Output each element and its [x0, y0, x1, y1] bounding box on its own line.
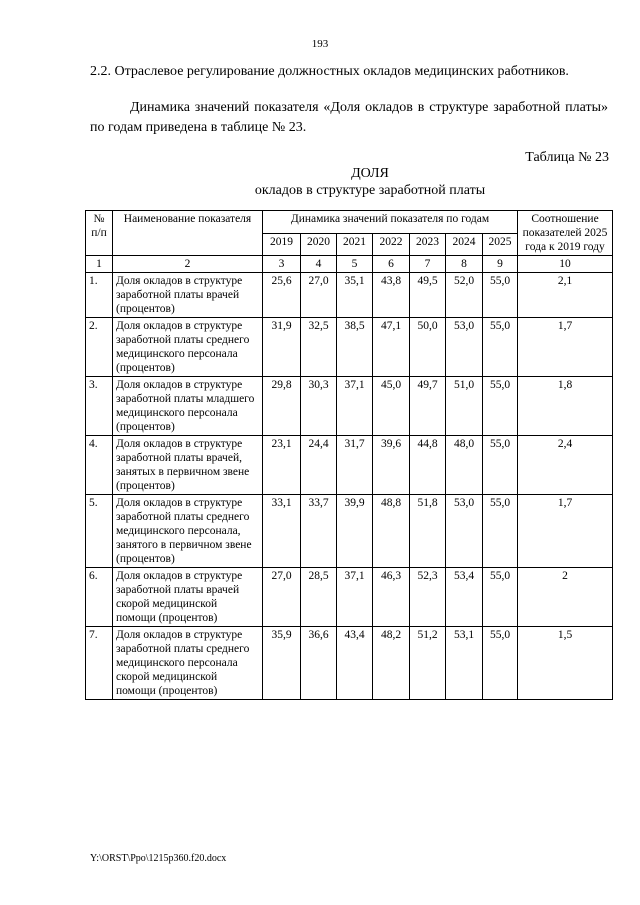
- footer-file-path: Y:\ORST\Ppo\1215p360.f20.docx: [90, 853, 227, 864]
- row-ratio: 1,7: [518, 318, 613, 377]
- table-header-row: [86, 211, 613, 234]
- row-num: 2.: [86, 318, 113, 377]
- row-value: 51,8: [410, 495, 446, 568]
- row-value: 55,0: [483, 627, 518, 700]
- row-name: Доля окладов в структуре заработной платы врачей (процентов): [113, 273, 263, 318]
- table-row: [86, 495, 613, 568]
- row-value: 38,5: [337, 318, 373, 377]
- row-value: 28,5: [301, 568, 337, 627]
- row-value: 37,1: [337, 568, 373, 627]
- row-value: 53,0: [446, 318, 483, 377]
- row-value: 30,3: [301, 377, 337, 436]
- header-year: 2025: [483, 233, 518, 256]
- row-value: 52,3: [410, 568, 446, 627]
- header-name: Наименование показателя: [113, 211, 263, 256]
- row-num: 7.: [86, 627, 113, 700]
- header-year: 2023: [410, 233, 446, 256]
- row-value: 35,9: [263, 627, 301, 700]
- row-value: 53,0: [446, 495, 483, 568]
- row-name: Доля окладов в структуре заработной платы среднего медицинского персонала (процентов): [113, 318, 263, 377]
- row-value: 46,3: [373, 568, 410, 627]
- row-value: 55,0: [483, 273, 518, 318]
- row-value: 55,0: [483, 568, 518, 627]
- col-number: 8: [446, 256, 483, 273]
- row-value: 27,0: [301, 273, 337, 318]
- col-number: 5: [337, 256, 373, 273]
- row-value: 33,1: [263, 495, 301, 568]
- header-dynamics: Динамика значений показателя по годам: [263, 211, 518, 234]
- header-year: 2019: [263, 233, 301, 256]
- table-row: [86, 318, 613, 377]
- header-year: 2024: [446, 233, 483, 256]
- header-ratio: Соотношение показателей 2025 года к 2019 году: [518, 211, 613, 256]
- row-ratio: 2: [518, 568, 613, 627]
- row-name: Доля окладов в структуре заработной платы врачей скорой медицинской помощи (процентов): [113, 568, 263, 627]
- row-value: 49,7: [410, 377, 446, 436]
- row-ratio: 2,4: [518, 436, 613, 495]
- row-name: Доля окладов в структуре заработной платы врачей, занятых в первичном звене (процентов): [113, 436, 263, 495]
- row-value: 24,4: [301, 436, 337, 495]
- row-value: 49,5: [410, 273, 446, 318]
- section-heading: 2.2. Отраслевое регулирование должностных окладов медицинских работников.: [90, 64, 569, 79]
- row-name: Доля окладов в структуре заработной платы младшего медицинского персонала (процентов): [113, 377, 263, 436]
- row-ratio: 2,1: [518, 273, 613, 318]
- table-number: Таблица № 23: [525, 150, 609, 165]
- row-value: 31,9: [263, 318, 301, 377]
- row-name: Доля окладов в структуре заработной платы среднего медицинского персонала скорой медицинской помощи (процентов): [113, 627, 263, 700]
- row-value: 55,0: [483, 436, 518, 495]
- row-value: 32,5: [301, 318, 337, 377]
- table-colnumbers-row: [86, 256, 613, 273]
- intro-paragraph: Динамика значений показателя «Доля окладов в структуре заработной платы» по годам приведена в таблице № 23.: [90, 100, 608, 135]
- row-value: 31,7: [337, 436, 373, 495]
- table-row: [86, 377, 613, 436]
- row-value: 23,1: [263, 436, 301, 495]
- row-value: 37,1: [337, 377, 373, 436]
- row-ratio: 1,8: [518, 377, 613, 436]
- row-value: 50,0: [410, 318, 446, 377]
- row-value: 53,4: [446, 568, 483, 627]
- row-ratio: 1,7: [518, 495, 613, 568]
- row-value: 39,9: [337, 495, 373, 568]
- row-value: 35,1: [337, 273, 373, 318]
- row-value: 48,2: [373, 627, 410, 700]
- table-row: [86, 436, 613, 495]
- row-value: 43,8: [373, 273, 410, 318]
- row-name: Доля окладов в структуре заработной платы среднего медицинского персонала, занятого в первичном звене (процентов): [113, 495, 263, 568]
- table-row: [86, 568, 613, 627]
- row-num: 4.: [86, 436, 113, 495]
- row-num: 1.: [86, 273, 113, 318]
- col-number: 10: [518, 256, 613, 273]
- row-value: 53,1: [446, 627, 483, 700]
- col-number: 9: [483, 256, 518, 273]
- row-value: 55,0: [483, 495, 518, 568]
- data-table: [85, 210, 613, 700]
- row-value: 33,7: [301, 495, 337, 568]
- header-num: № п/п: [86, 211, 113, 256]
- col-number: 2: [113, 256, 263, 273]
- col-number: 7: [410, 256, 446, 273]
- row-num: 5.: [86, 495, 113, 568]
- col-number: 1: [86, 256, 113, 273]
- row-value: 48,8: [373, 495, 410, 568]
- table-subtitle: окладов в структуре заработной платы: [254, 183, 486, 198]
- col-number: 3: [263, 256, 301, 273]
- row-value: 48,0: [446, 436, 483, 495]
- row-value: 44,8: [410, 436, 446, 495]
- col-number: 6: [373, 256, 410, 273]
- row-value: 36,6: [301, 627, 337, 700]
- table-title: ДОЛЯ: [351, 166, 389, 181]
- row-value: 25,6: [263, 273, 301, 318]
- row-value: 47,1: [373, 318, 410, 377]
- row-ratio: 1,5: [518, 627, 613, 700]
- row-value: 43,4: [337, 627, 373, 700]
- header-year: 2021: [337, 233, 373, 256]
- header-year: 2022: [373, 233, 410, 256]
- row-value: 52,0: [446, 273, 483, 318]
- row-num: 3.: [86, 377, 113, 436]
- header-year: 2020: [301, 233, 337, 256]
- row-value: 51,0: [446, 377, 483, 436]
- table-row: [86, 273, 613, 318]
- row-value: 39,6: [373, 436, 410, 495]
- row-num: 6.: [86, 568, 113, 627]
- table-row: [86, 627, 613, 700]
- row-value: 51,2: [410, 627, 446, 700]
- page-number: 193: [311, 38, 329, 50]
- row-value: 45,0: [373, 377, 410, 436]
- row-value: 27,0: [263, 568, 301, 627]
- row-value: 55,0: [483, 318, 518, 377]
- row-value: 55,0: [483, 377, 518, 436]
- col-number: 4: [301, 256, 337, 273]
- row-value: 29,8: [263, 377, 301, 436]
